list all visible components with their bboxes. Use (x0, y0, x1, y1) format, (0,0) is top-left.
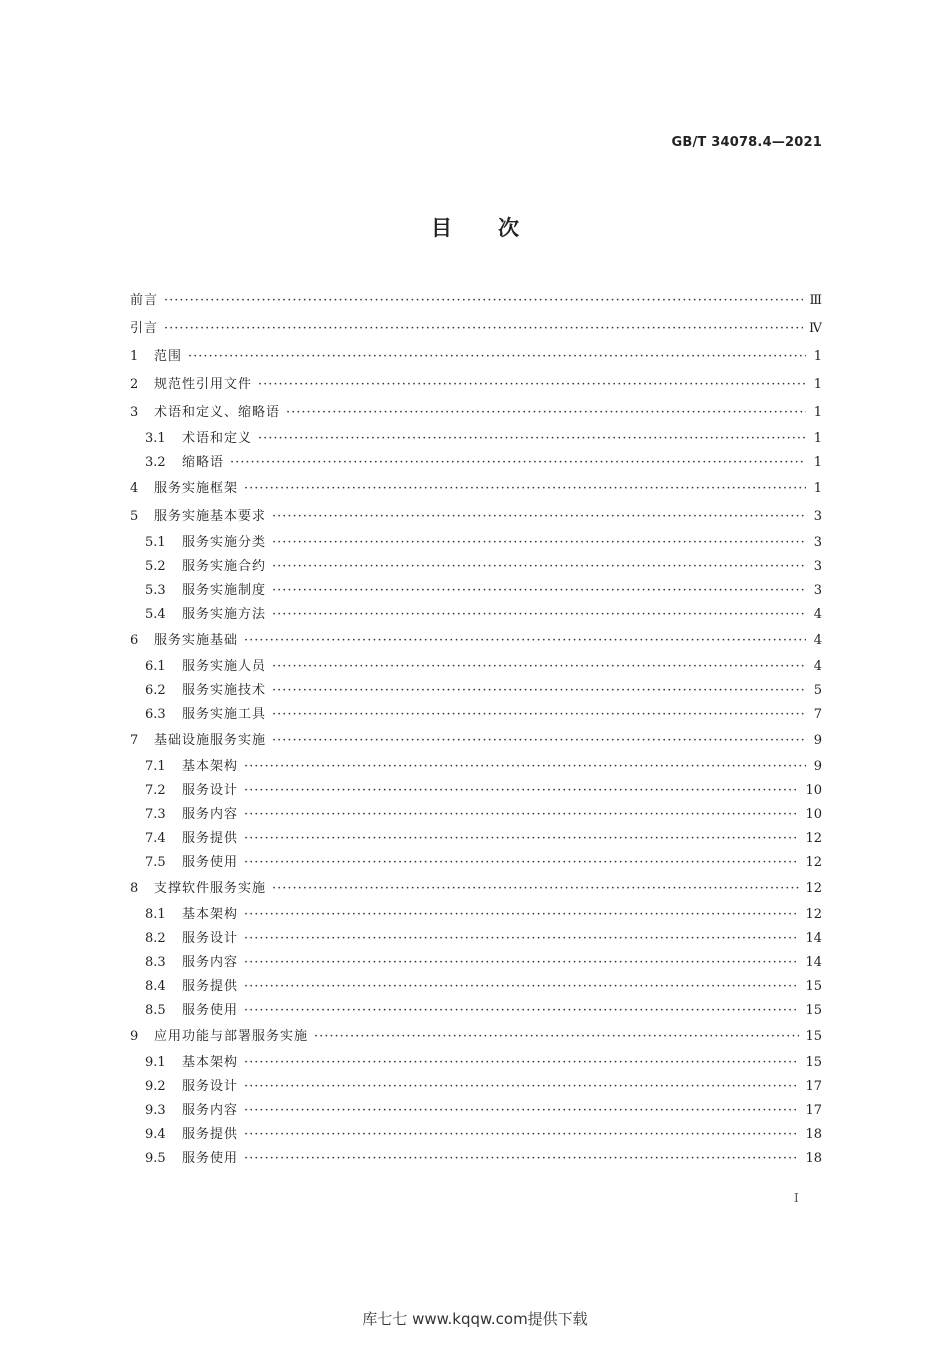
toc-entry-number: 7.5 (145, 855, 166, 870)
toc-entry-page: 15 (805, 1055, 822, 1070)
toc-entry-label: 服务提供 (182, 1127, 239, 1142)
toc-entry-page: 12 (805, 855, 822, 870)
toc-dot-leader (258, 371, 806, 399)
toc-entry-number: 3 (130, 405, 139, 420)
toc-dot-leader (272, 679, 806, 703)
toc-entry-page: 15 (805, 979, 822, 994)
toc-dot-leader (286, 399, 806, 427)
toc-entry-number: 6 (130, 633, 139, 648)
toc-entry[interactable] (130, 579, 822, 603)
toc-entry[interactable] (130, 343, 822, 371)
toc-entry-page: 1 (813, 377, 822, 392)
toc-entry-number: 8.5 (145, 1003, 166, 1018)
toc-entry[interactable] (130, 999, 822, 1023)
toc-entry[interactable] (130, 803, 822, 827)
toc-dot-leader (258, 427, 806, 451)
toc-entry-number: 7.1 (145, 759, 166, 774)
toc-dot-leader (272, 727, 806, 755)
toc-entry-label: 服务实施基础 (154, 633, 239, 648)
toc-dot-leader (272, 655, 806, 679)
toc-entry-label: 术语和定义 (182, 431, 253, 446)
toc-entry-label: 服务使用 (182, 855, 239, 870)
toc-entry-page: 18 (805, 1151, 822, 1166)
toc-entry-label: 术语和定义、缩略语 (154, 405, 281, 420)
toc-entry-page: 15 (805, 1003, 822, 1018)
toc-entry-number: 9.1 (145, 1055, 166, 1070)
toc-entry-label: 服务实施合约 (182, 559, 267, 574)
toc-entry[interactable] (130, 827, 822, 851)
toc-entry-page: 17 (805, 1103, 822, 1118)
toc-dot-leader (244, 903, 799, 927)
toc-entry-page: 3 (813, 509, 822, 524)
toc-entry-page: 1 (813, 349, 822, 364)
toc-entry-page: 12 (805, 907, 822, 922)
toc-dot-leader (272, 531, 806, 555)
toc-entry-page: 14 (805, 955, 822, 970)
toc-entry-label: 服务内容 (182, 955, 239, 970)
toc-dot-leader (244, 851, 799, 875)
toc-entry-page: 12 (805, 881, 822, 896)
table-of-contents (130, 287, 822, 1171)
toc-entry-page: 10 (805, 807, 822, 822)
toc-dot-leader (244, 827, 799, 851)
toc-entry-label: 服务实施分类 (182, 535, 267, 550)
toc-entry[interactable] (130, 1147, 822, 1171)
toc-entry-page: 7 (813, 707, 822, 722)
toc-dot-leader (244, 755, 806, 779)
toc-dot-leader (272, 703, 806, 727)
toc-entry-page: 1 (813, 431, 822, 446)
toc-dot-leader (272, 603, 806, 627)
toc-entry-number: 5.3 (145, 583, 166, 598)
toc-entry[interactable] (130, 1075, 822, 1099)
toc-entry-page: 3 (813, 535, 822, 550)
toc-dot-leader (272, 579, 806, 603)
toc-entry-number: 9 (130, 1029, 139, 1044)
toc-entry[interactable] (130, 427, 822, 451)
toc-entry-page: 9 (813, 759, 822, 774)
toc-entry-number: 3.1 (145, 431, 166, 446)
toc-dot-leader (244, 1099, 799, 1123)
toc-title (0, 212, 950, 242)
toc-dot-leader (244, 999, 799, 1023)
toc-entry[interactable] (130, 875, 822, 903)
toc-entry-page: 14 (805, 931, 822, 946)
toc-entry-page: 1 (813, 405, 822, 420)
toc-entry-label: 服务使用 (182, 1151, 239, 1166)
toc-entry-number: 2 (130, 377, 139, 392)
toc-dot-leader (272, 555, 806, 579)
toc-dot-leader (244, 975, 799, 999)
toc-entry-page: 3 (813, 583, 822, 598)
toc-entry-label: 服务提供 (182, 831, 239, 846)
toc-entry-label: 服务提供 (182, 979, 239, 994)
toc-entry[interactable] (130, 503, 822, 531)
toc-entry-label: 范围 (154, 349, 183, 364)
download-watermark: 库七七 www.kqqw.com提供下载 (362, 1310, 588, 1328)
toc-entry[interactable] (130, 779, 822, 803)
toc-entry-number: 5 (130, 509, 139, 524)
toc-dot-leader (244, 1147, 799, 1171)
toc-entry[interactable] (130, 703, 822, 727)
toc-entry-label: 基本架构 (182, 759, 239, 774)
toc-entry-label: 服务内容 (182, 807, 239, 822)
toc-entry-number: 6.2 (145, 683, 166, 698)
toc-entry-number: 8.1 (145, 907, 166, 922)
toc-dot-leader (164, 287, 803, 315)
toc-entry-number: 9.2 (145, 1079, 166, 1094)
toc-entry-number: 6.3 (145, 707, 166, 722)
toc-entry-label: 服务实施技术 (182, 683, 267, 698)
toc-entry-number: 7.4 (145, 831, 166, 846)
toc-entry[interactable] (130, 475, 822, 503)
toc-entry[interactable] (130, 951, 822, 975)
toc-entry-page: 1 (813, 455, 822, 470)
toc-entry-label: 基础设施服务实施 (154, 733, 267, 748)
toc-entry-page: 4 (813, 633, 822, 648)
toc-entry[interactable] (130, 399, 822, 427)
toc-entry-label: 支撑软件服务实施 (154, 881, 267, 896)
toc-dot-leader (244, 779, 799, 803)
toc-entry-page: Ⅲ (809, 293, 822, 308)
toc-entry-page: 15 (805, 1029, 822, 1044)
toc-entry-label: 应用功能与部署服务实施 (154, 1029, 309, 1044)
toc-entry[interactable] (130, 603, 822, 627)
toc-entry[interactable] (130, 851, 822, 875)
toc-entry[interactable] (130, 927, 822, 951)
toc-dot-leader (244, 1051, 799, 1075)
toc-entry-number: 1 (130, 349, 139, 364)
toc-entry-label: 服务设计 (182, 1079, 239, 1094)
toc-entry[interactable] (130, 371, 822, 399)
toc-entry-number: 9.3 (145, 1103, 166, 1118)
toc-dot-leader (272, 875, 799, 903)
toc-entry[interactable] (130, 1123, 822, 1147)
toc-entry-number: 7.2 (145, 783, 166, 798)
toc-entry[interactable] (130, 975, 822, 999)
toc-entry-page: 17 (805, 1079, 822, 1094)
toc-entry[interactable] (130, 655, 822, 679)
toc-entry-number: 5.2 (145, 559, 166, 574)
toc-entry-page: 4 (813, 659, 822, 674)
toc-entry[interactable] (130, 531, 822, 555)
toc-entry[interactable] (130, 903, 822, 927)
toc-entry-page: Ⅳ (809, 321, 822, 336)
toc-entry[interactable] (130, 451, 822, 475)
toc-dot-leader (244, 1075, 799, 1099)
toc-entry[interactable] (130, 1023, 822, 1051)
toc-entry-label: 服务实施框架 (154, 481, 239, 496)
toc-dot-leader (272, 503, 806, 531)
toc-entry[interactable] (130, 627, 822, 655)
toc-dot-leader (244, 927, 799, 951)
toc-entry-number: 7 (130, 733, 139, 748)
toc-entry-page: 5 (813, 683, 822, 698)
toc-entry-label: 缩略语 (182, 455, 225, 470)
toc-entry-number: 8 (130, 881, 139, 896)
toc-entry-number: 8.4 (145, 979, 166, 994)
toc-dot-leader (244, 475, 806, 503)
toc-entry-label: 服务设计 (182, 783, 239, 798)
toc-dot-leader (230, 451, 806, 475)
toc-dot-leader (188, 343, 806, 371)
toc-entry-page: 1 (813, 481, 822, 496)
toc-entry-number: 8.2 (145, 931, 166, 946)
toc-entry-label: 服务实施方法 (182, 607, 267, 622)
toc-entry-label: 规范性引用文件 (154, 377, 253, 392)
page-number: I (794, 1191, 799, 1205)
toc-entry[interactable] (130, 755, 822, 779)
toc-title-char-1: 目 (431, 216, 452, 240)
toc-entry-label: 服务实施人员 (182, 659, 267, 674)
toc-entry[interactable] (130, 555, 822, 579)
toc-dot-leader (244, 627, 806, 655)
toc-entry-number: 5.4 (145, 607, 166, 622)
toc-entry-number: 6.1 (145, 659, 166, 674)
toc-entry[interactable] (130, 727, 822, 755)
toc-entry-label: 引言 (130, 321, 159, 336)
toc-entry-number: 4 (130, 481, 139, 496)
toc-entry-label: 服务内容 (182, 1103, 239, 1118)
toc-entry-page: 3 (813, 559, 822, 574)
toc-entry-label: 服务实施工具 (182, 707, 267, 722)
toc-entry-number: 9.5 (145, 1151, 166, 1166)
toc-entry-page: 9 (813, 733, 822, 748)
toc-entry-page: 18 (805, 1127, 822, 1142)
toc-entry[interactable] (130, 315, 822, 343)
toc-entry-page: 12 (805, 831, 822, 846)
toc-entry[interactable] (130, 1051, 822, 1075)
toc-entry-label: 服务实施制度 (182, 583, 267, 598)
toc-entry-number: 7.3 (145, 807, 166, 822)
toc-entry-label: 服务实施基本要求 (154, 509, 267, 524)
toc-entry-page: 4 (813, 607, 822, 622)
standard-code: GB/T 34078.4—2021 (671, 135, 822, 150)
toc-entry-label: 基本架构 (182, 1055, 239, 1070)
toc-dot-leader (244, 951, 799, 975)
toc-dot-leader (244, 803, 799, 827)
toc-entry-number: 9.4 (145, 1127, 166, 1142)
toc-entry-number: 5.1 (145, 535, 166, 550)
toc-entry[interactable] (130, 287, 822, 315)
toc-dot-leader (164, 315, 803, 343)
toc-entry-label: 基本架构 (182, 907, 239, 922)
toc-entry-label: 服务设计 (182, 931, 239, 946)
toc-dot-leader (244, 1123, 799, 1147)
toc-entry-label: 前言 (130, 293, 159, 308)
toc-entry[interactable] (130, 679, 822, 703)
toc-entry-label: 服务使用 (182, 1003, 239, 1018)
toc-entry-number: 8.3 (145, 955, 166, 970)
toc-dot-leader (314, 1023, 799, 1051)
toc-entry-page: 10 (805, 783, 822, 798)
toc-title-char-2: 次 (498, 216, 519, 240)
toc-entry-number: 3.2 (145, 455, 166, 470)
toc-entry[interactable] (130, 1099, 822, 1123)
